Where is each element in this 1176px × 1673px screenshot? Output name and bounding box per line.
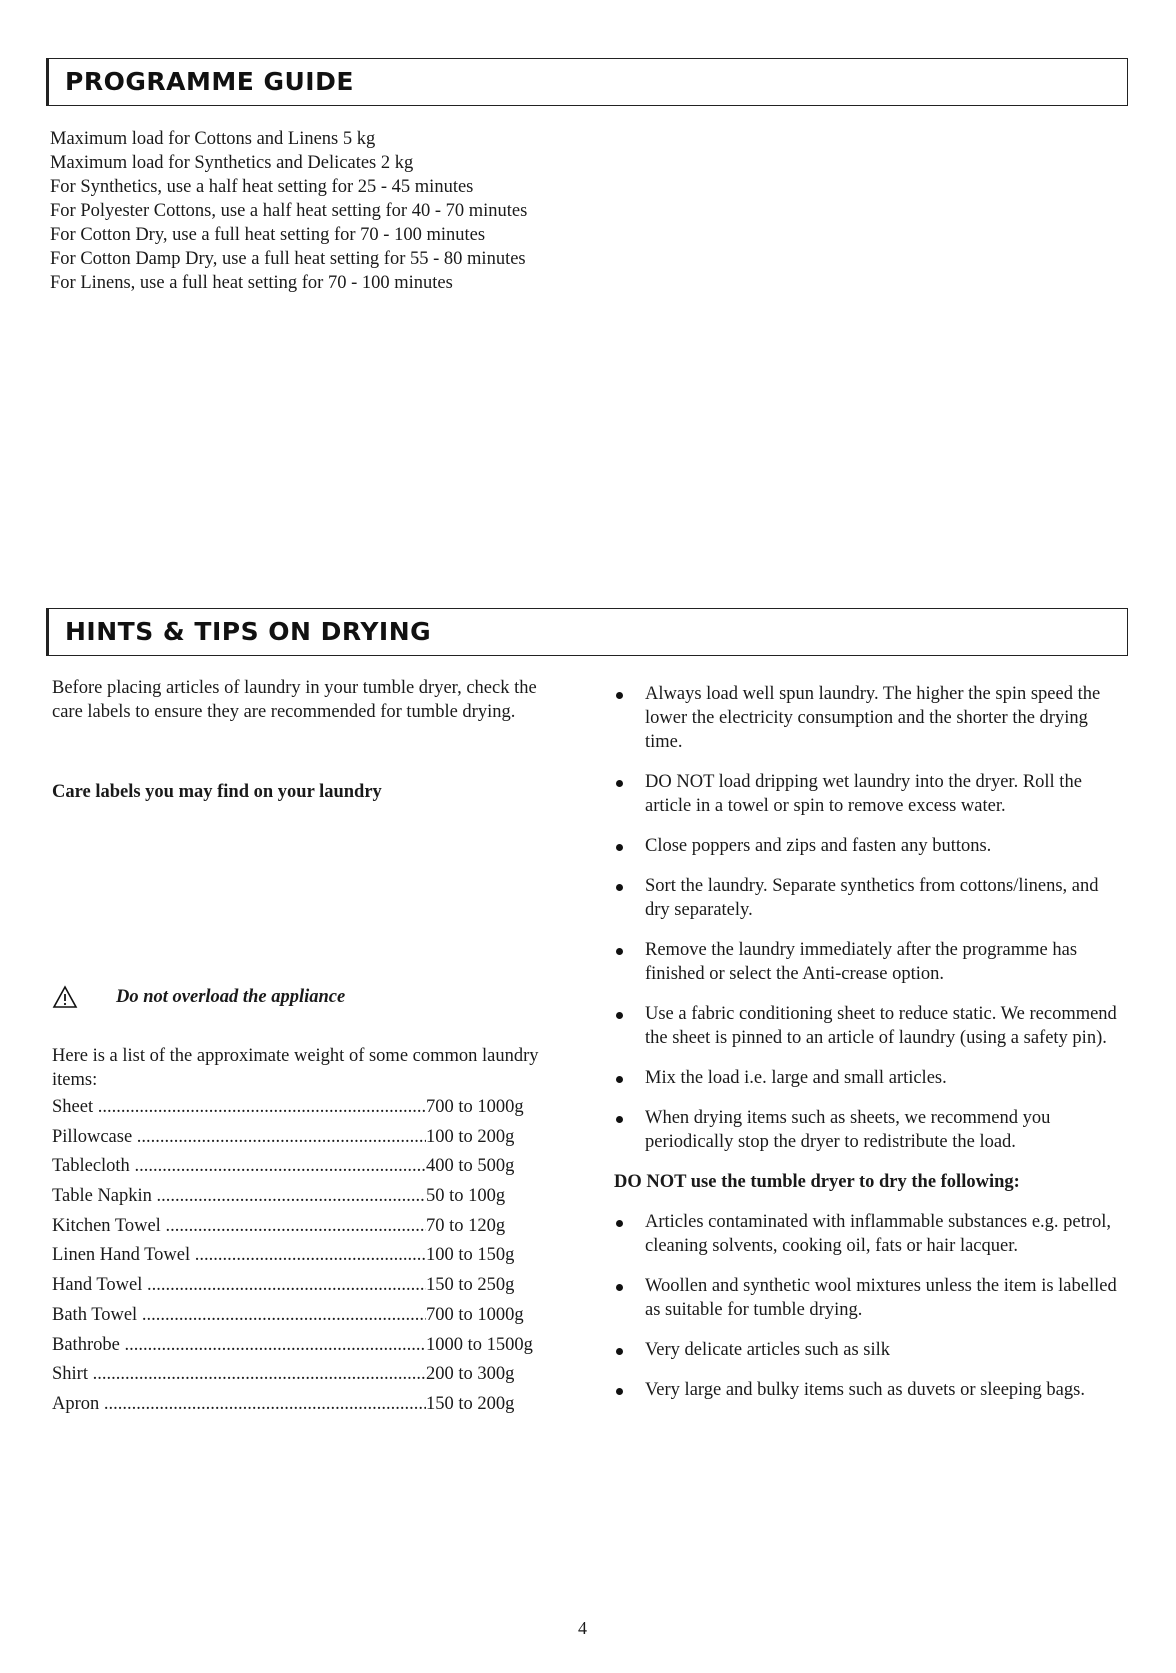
- warning-text: Do not overload the appliance: [116, 986, 346, 1007]
- hints-intro-block: [52, 676, 562, 724]
- tip-item: When drying items such as sheets, we recommend you periodically stop the dryer to redistribute the load.: [614, 1106, 1124, 1154]
- weight-row: [52, 1362, 572, 1392]
- tip-item: Mix the load i.e. large and small articles.: [614, 1066, 1124, 1090]
- tip-item: Sort the laundry. Separate synthetics from cottons/linens, and dry separately.: [614, 874, 1124, 922]
- weight-value: 150 to 200g: [426, 1393, 515, 1414]
- do-not-heading: DO NOT use the tumble dryer to dry the following:: [614, 1172, 1020, 1192]
- weight-value: 70 to 120g: [426, 1215, 506, 1236]
- weight-item: Bath Towel .....: [52, 1303, 426, 1327]
- hints-title: HINTS & TIPS ON DRYING: [65, 617, 432, 646]
- weights-list: [52, 1095, 572, 1422]
- weight-row: [52, 1392, 572, 1422]
- hints-intro: Before placing articles of laundry in your tumble dryer, check the care labels to ensure they are recommended for tumble drying.: [52, 678, 537, 722]
- weight-item: Linen Hand Towel .....: [52, 1243, 426, 1267]
- do-not-item: Very large and bulky items such as duvets or sleeping bags.: [614, 1378, 1124, 1402]
- weight-value: 700 to 1000g: [426, 1304, 524, 1325]
- tip-item: Remove the laundry immediately after the programme has finished or select the Anti-crease option.: [614, 938, 1124, 986]
- weight-item: Apron .....: [52, 1392, 426, 1416]
- weight-row: [52, 1333, 572, 1363]
- weight-row: [52, 1125, 572, 1155]
- weight-row: [52, 1303, 572, 1333]
- programme-line: Maximum load for Cottons and Linens 5 kg: [50, 129, 376, 149]
- tips-column: [614, 682, 1124, 1418]
- page-number: 4: [578, 1618, 587, 1638]
- weight-row: [52, 1154, 572, 1184]
- weight-item: Hand Towel .....: [52, 1273, 426, 1297]
- programme-guide-title: PROGRAMME GUIDE: [65, 67, 354, 96]
- weight-item: Sheet .....: [52, 1095, 426, 1119]
- weight-item: Table Napkin .....: [52, 1184, 426, 1208]
- tip-item: Close poppers and zips and fasten any buttons.: [614, 834, 1124, 858]
- weight-row: [52, 1273, 572, 1303]
- do-not-item: Woollen and synthetic wool mixtures unless the item is labelled as suitable for tumble drying.: [614, 1274, 1124, 1322]
- tip-item: Use a fabric conditioning sheet to reduce static. We recommend the sheet is pinned to an article of laundry (using a safety pin).: [614, 1002, 1124, 1050]
- weights-intro: Here is a list of the approximate weight of some common laundry items:: [52, 1046, 539, 1090]
- weight-value: 50 to 100g: [426, 1186, 506, 1207]
- weight-item: Kitchen Towel .....: [52, 1214, 426, 1238]
- weight-value: 400 to 500g: [426, 1156, 515, 1177]
- weight-value: 200 to 300g: [426, 1364, 515, 1385]
- weight-item: Tablecloth .....: [52, 1154, 426, 1178]
- weight-row: [52, 1214, 572, 1244]
- weight-value: 100 to 200g: [426, 1126, 515, 1147]
- care-labels-heading: Care labels you may find on your laundry: [52, 782, 382, 802]
- weight-value: 100 to 150g: [426, 1245, 515, 1266]
- do-not-item: Very delicate articles such as silk: [614, 1338, 1124, 1362]
- weight-row: [52, 1095, 572, 1125]
- programme-line: For Polyester Cottons, use a half heat setting for 40 - 70 minutes: [50, 201, 528, 221]
- tip-item: Always load well spun laundry. The higher the spin speed the lower the electricity consumption and the shorter the drying time.: [614, 682, 1124, 754]
- warning-triangle-icon: [52, 985, 78, 1009]
- tip-item: DO NOT load dripping wet laundry into the dryer. Roll the article in a towel or spin to remove excess water.: [614, 770, 1124, 818]
- weight-value: 700 to 1000g: [426, 1097, 524, 1117]
- programme-line: For Cotton Dry, use a full heat setting for 70 - 100 minutes: [50, 225, 486, 245]
- programme-line: For Linens, use a full heat setting for 70 - 100 minutes: [50, 273, 453, 293]
- programme-line: Maximum load for Synthetics and Delicates 2 kg: [50, 153, 414, 173]
- programme-line: For Synthetics, use a half heat setting for 25 - 45 minutes: [50, 177, 474, 197]
- weight-item: Pillowcase .....: [52, 1125, 426, 1149]
- weight-row: [52, 1184, 572, 1214]
- hints-header: [46, 608, 1128, 656]
- weight-item: Bathrobe .....: [52, 1333, 426, 1357]
- do-not-item: Articles contaminated with inflammable substances e.g. petrol, cleaning solvents, cooking oil, fats or hair lacquer.: [614, 1210, 1124, 1258]
- weight-value: 150 to 250g: [426, 1275, 515, 1296]
- programme-guide-lines: [50, 127, 527, 295]
- programme-line: For Cotton Damp Dry, use a full heat setting for 55 - 80 minutes: [50, 249, 526, 269]
- weight-value: 1000 to 1500g: [426, 1334, 533, 1355]
- overload-warning: [52, 985, 345, 1009]
- programme-guide-header: [46, 58, 1128, 106]
- weight-row: [52, 1243, 572, 1273]
- weight-item: Shirt .....: [52, 1362, 426, 1386]
